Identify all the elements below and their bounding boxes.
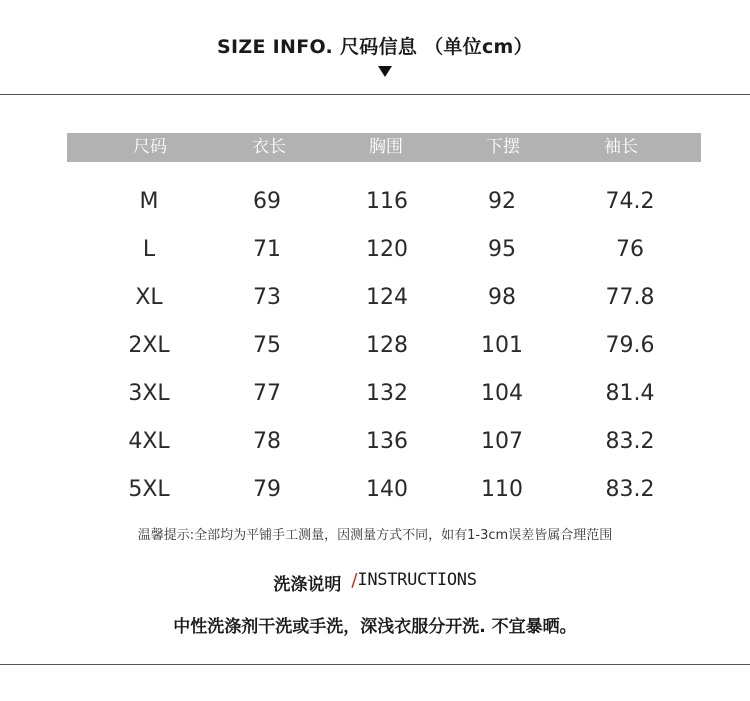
cell-size: 4XL [128, 429, 170, 454]
wash-heading-slash: / [351, 570, 358, 591]
table-row [0, 235, 750, 265]
cell-chest: 140 [366, 477, 408, 502]
cell-chest: 136 [366, 429, 408, 454]
table-header [67, 133, 701, 162]
table-row [0, 283, 750, 313]
cell-size: 3XL [128, 381, 170, 406]
wash-heading [0, 570, 750, 595]
cell-hem: 104 [481, 381, 523, 406]
header-chest: 胸围 [369, 137, 403, 157]
cell-sleeve: 83.2 [605, 477, 655, 502]
cell-hem: 92 [488, 189, 516, 214]
table-row [0, 379, 750, 409]
cell-hem: 107 [481, 429, 523, 454]
cell-chest: 124 [366, 285, 408, 310]
cell-sleeve: 77.8 [605, 285, 655, 310]
cell-length: 69 [253, 189, 281, 214]
cell-sleeve: 83.2 [605, 429, 655, 454]
cell-size: 2XL [128, 333, 170, 358]
cell-size: XL [135, 285, 163, 310]
cell-length: 73 [253, 285, 281, 310]
triangle-down-icon [378, 66, 392, 77]
cell-chest: 116 [366, 189, 408, 214]
cell-length: 79 [253, 477, 281, 502]
cell-length: 78 [253, 429, 281, 454]
header-sleeve: 袖长 [604, 137, 638, 157]
cell-sleeve: 76 [616, 237, 644, 262]
cell-sleeve: 74.2 [605, 189, 655, 214]
cell-size: 5XL [128, 477, 170, 502]
wash-instructions: 中性洗涤剂干洗或手洗，深浅衣服分开洗. 不宜暴晒。 [173, 617, 577, 637]
wash-heading-cn: 洗涤说明 [273, 575, 342, 595]
measurement-note: 温馨提示:全部均为平铺手工测量，因测量方式不同，如有1-3cm误差皆属合理范围 [137, 528, 613, 543]
cell-length: 71 [253, 237, 281, 262]
cell-sleeve: 79.6 [605, 333, 655, 358]
table-row [0, 331, 750, 361]
cell-chest: 120 [366, 237, 408, 262]
cell-hem: 101 [481, 333, 523, 358]
cell-length: 77 [253, 381, 281, 406]
table-row [0, 475, 750, 505]
header-size: 尺码 [133, 137, 167, 157]
page-title: SIZE INFO. 尺码信息 （单位cm） [217, 36, 533, 58]
cell-chest: 128 [366, 333, 408, 358]
header-length: 衣长 [252, 137, 286, 157]
table-row [0, 427, 750, 457]
cell-size: L [142, 237, 156, 262]
cell-hem: 95 [488, 237, 516, 262]
top-divider [0, 94, 750, 95]
cell-hem: 110 [481, 477, 523, 502]
cell-length: 75 [253, 333, 281, 358]
cell-sleeve: 81.4 [605, 381, 655, 406]
cell-chest: 132 [366, 381, 408, 406]
bottom-divider [0, 664, 750, 665]
wash-heading-en: INSTRUCTIONS [357, 570, 477, 590]
cell-size: M [139, 189, 159, 214]
header-hem: 下摆 [486, 137, 520, 157]
cell-hem: 98 [488, 285, 516, 310]
table-row [0, 187, 750, 217]
